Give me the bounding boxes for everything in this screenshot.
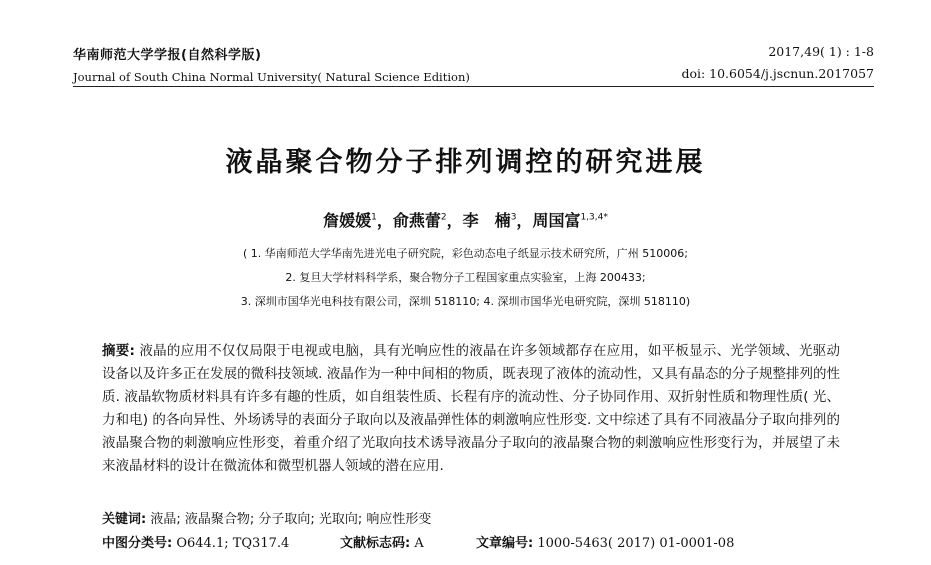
doc-code-label: 文献标志码: — [340, 536, 411, 551]
doi-link[interactable]: doi: 10.6054/j.jscnun.2017057 — [681, 66, 874, 81]
article-number-label: 文章编号: — [476, 536, 534, 551]
author-separator: ， — [446, 211, 463, 230]
author-name: 李 楠 — [462, 211, 511, 230]
header-left — [73, 44, 470, 84]
doc-code-value: A — [410, 536, 424, 551]
affiliation-line: ( 1. 华南师范大学华南先进光电子研究院，彩色动态电子纸显示技术研究所，广州 510006; — [243, 247, 688, 260]
author-list — [0, 208, 931, 231]
affiliation-line: 3. 深圳市国华光电科技有限公司，深圳 518110; 4. 深圳市国华光电研究院，深圳 518110) — [240, 295, 691, 308]
author-name: 俞燕蕾 — [392, 211, 441, 230]
clc-label: 中图分类号: — [102, 536, 173, 551]
abstract — [102, 340, 840, 478]
abstract-label: 摘要: — [102, 343, 135, 359]
header-right — [681, 44, 874, 81]
clc-value: O644.1; TQ317.4 — [172, 536, 290, 551]
author-name: 周国富 — [532, 211, 581, 230]
keywords-text: 液晶; 液晶聚合物; 分子取向; 光取向; 响应性形变 — [146, 512, 432, 527]
abstract-text: 液晶的应用不仅仅局限于电视或电脑，具有光响应性的液晶在许多领域都存在应用，如平板显示、光学领域、光驱动设备以及许多正在发展的微科技领域. 液晶作为一种中间相的物质，既表现了液体的流动性，又具有晶态的分子规整排列的性质. 液晶软物质材料具有许多有趣的性质，如自组装性质、长程有序的流动性、分子协同作用、双折射性质和物理性质( 光、力和电) 的各向异性、外场诱导的表面分子取向以及液晶弹性体的刺激响应性形变. 文中综述了具有不同液晶分子取向排列的液晶聚合物的刺激响应性形变，着重介绍了光取向技术诱导液晶分子取向的液晶聚合物的刺激响应性形变行为，并展望了未来液晶材料的设计在微流体和微型机器人领域的潜在应用. — [102, 343, 840, 474]
affiliation-list — [0, 242, 931, 314]
keywords — [102, 508, 431, 527]
clc-item — [102, 532, 289, 551]
author-separator: ， — [516, 211, 533, 230]
header-rule — [73, 86, 874, 87]
author-name: 詹媛媛 — [323, 211, 372, 230]
author-affiliation-mark: 1 — [371, 212, 377, 223]
citation-info: 2017,49( 1) : 1-8 — [768, 44, 874, 59]
journal-title-en: Journal of South China Normal University( Natural Science Edition) — [73, 70, 470, 84]
author-separator: ， — [376, 211, 393, 230]
keywords-label: 关键词: — [102, 512, 147, 527]
affiliation-line: 2. 复旦大学材料科学系，聚合物分子工程国家重点实验室，上海 200433; — [285, 271, 646, 284]
doc-code-item — [340, 532, 424, 551]
paper-title: 液晶聚合物分子排列调控的研究进展 — [225, 147, 706, 178]
article-number-item — [476, 532, 734, 551]
author-affiliation-mark: 1,3,4* — [580, 212, 608, 223]
author-affiliation-mark: 3 — [510, 212, 517, 223]
article-number-value: 1000-5463( 2017) 01-0001-08 — [533, 536, 735, 551]
author-affiliation-mark: 2 — [440, 212, 447, 223]
journal-title-cn: 华南师范大学学报(自然科学版) — [73, 48, 262, 63]
